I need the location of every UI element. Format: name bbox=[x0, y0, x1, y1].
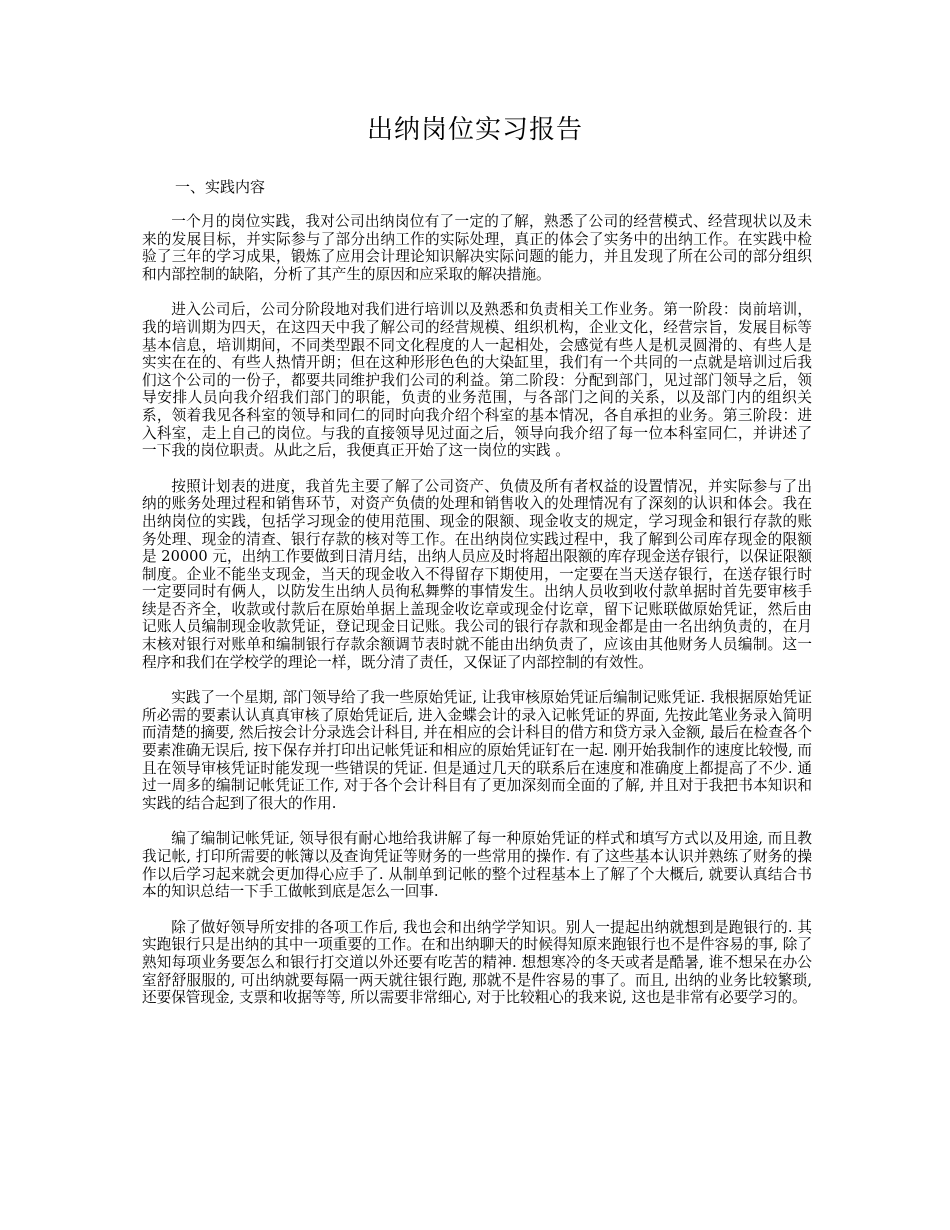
section-heading: 一、实践内容 bbox=[175, 178, 266, 196]
page-title: 出纳岗位实习报告 bbox=[366, 115, 583, 145]
paragraph-overview: 一个月的岗位实践，我对公司出纳岗位有了一定的了解，熟悉了公司的经营模式、经营现状以及未来的发展目标，并实际参与了部分出纳工作的实际处理，真正的体会了实务中的出纳工作。在实践中检验了三年的学习成果，锻炼了应用会计理论知识解决实际问题的能力，并且发现了所在公司的部分组织和内部控制的缺陷，分析了其产生的原因和应采取的解决措施。 bbox=[142, 213, 812, 283]
paragraph-bookkeeping: 编了编制记帐凭证, 领导很有耐心地给我讲解了每一种原始凭证的样式和填写方式以及用途, 而且教我记帐, 打印所需要的帐簿以及查询凭证等财务的一些常用的操作. 有了这些基本认识并熟练了财务的操作以后学习起来就会更加得心应手了. 从制单到记帐的整个过程基本上了解了个大概后, 就要认真结合书本的知识总结一下手工做帐到底是怎么一回事. bbox=[142, 830, 812, 901]
report-body bbox=[142, 213, 812, 1025]
paragraph-voucher-entry: 实践了一个星期, 部门领导给了我一些原始凭证, 让我审核原始凭证后编制记账凭证. 我根据原始凭证所必需的要素认认真真审核了原始凭证后, 进入金蝶会计的录入记帐凭证的界面, 先按此笔业务录入简明而清楚的摘要, 然后按会计分录选会计科目, 并在相应的会计科目的借方和贷方录入金额, 最后在检查各个要素准确无误后, 按下保存并打印出记帐凭证和相应的原始凭证钉在一起. 刚开始我制作的速度比较慢, 而且在领导审核凭证时能发现一些错误的凭证. 但是通过几天的联系后在速度和准确度上都提高了不少. 通过一周多的编制记帐凭证工作, 对于各个会计科目有了更加深刻而全面的了解, 并且对于我把书本知识和实践的结合起到了很大的作用. bbox=[142, 689, 812, 812]
paragraph-training-stages: 进入公司后，公司分阶段地对我们进行培训以及熟悉和负责相关工作业务。第一阶段：岗前培训，我的培训期为四天，在这四天中我了解公司的经营规模、组织机构，企业文化，经营宗旨，发展目标等基本信息，培训期间，不同类型跟不同文化程度的人一起相处，会感觉有些人是机灵圆滑的、有些人是实实在在的、有些人热情开朗；但在这种形形色色的大染缸里，我们有一个共同的一点就是培训过后我们这个公司的一份子，都要共同维护我们公司的利益。第二阶段：分配到部门，见过部门领导之后，领导安排人员向我介绍我们部门的职能，负责的业务范围，与各部门之间的关系，以及部门内的组织关系，领着我见各科室的领导和同仁的同时向我介绍个科室的基本情况，各自承担的业务。第三阶段：进入科室，走上自己的岗位。与我的直接领导见过面之后，领导向我介绍了每一位本科室同仁，并讲述了一下我的岗位职责。从此之后，我便真正开始了这一岗位的实践 。 bbox=[142, 301, 812, 460]
paragraph-cash-practice: 按照计划表的进度，我首先主要了解了公司资产、负债及所有者权益的设置情况，并实际参与了出纳的账务处理过程和销售环节，对资产负债的处理和销售收入的处理情况有了深刻的认识和体会。我在出纳岗位的实践，包括学习现金的使用范围、现金的限额、现金收支的规定，学习现金和银行存款的账务处理、现金的清查、银行存款的核对等工作。在出纳岗位实践过程中，我了解到公司库存现金的限额是 20000 元，出纳工作要做到日清月结，出纳人员应及时将超出限额的库存现金送存银行，以保证限额制度。企业不能坐支现金，当天的现金收入不得留存下期使用，一定要在当天送存银行，在送存银行时一定要同时有俩人，以防发生出纳人员徇私舞弊的事情发生。出纳人员收到收付款单据时首先要审核手续是否齐全，收款或付款后在原始单据上盖现金收讫章或现金付讫章，留下记账联做原始凭证，然后由记账人员编制现金收款凭证，登记现金日记账。我公司的银行存款和现金都是由一名出纳负责的，在月末核对银行对账单和编制银行存款余额调节表时就不能由出纳负责了，应该由其他财务人员编制。这一程序和我们在学校学的理论一样，既分清了责任，又保证了内部控制的有效性。 bbox=[142, 477, 812, 671]
paragraph-cashier-learning: 除了做好领导所安排的各项工作后, 我也会和出纳学学知识。别人一提起出纳就想到是跑银行的. 其实跑银行只是出纳的其中一项重要的工作。在和出纳聊天的时候得知原来跑银行也不是件容易的事, 除了熟知每项业务要怎么和银行打交道以外还要有吃苦的精神. 想想寒冷的冬天或者是酷暑, 谁不想呆在办公室舒舒服服的, 可出纳就要每隔一两天就往银行跑, 那就不是件容易的事了。而且, 出纳的业务比较繁琐, 还要保管现金, 支票和收据等等, 所以需要非常细心, 对于比较粗心的我来说, 这也是非常有必要学习的。 bbox=[142, 918, 812, 1007]
